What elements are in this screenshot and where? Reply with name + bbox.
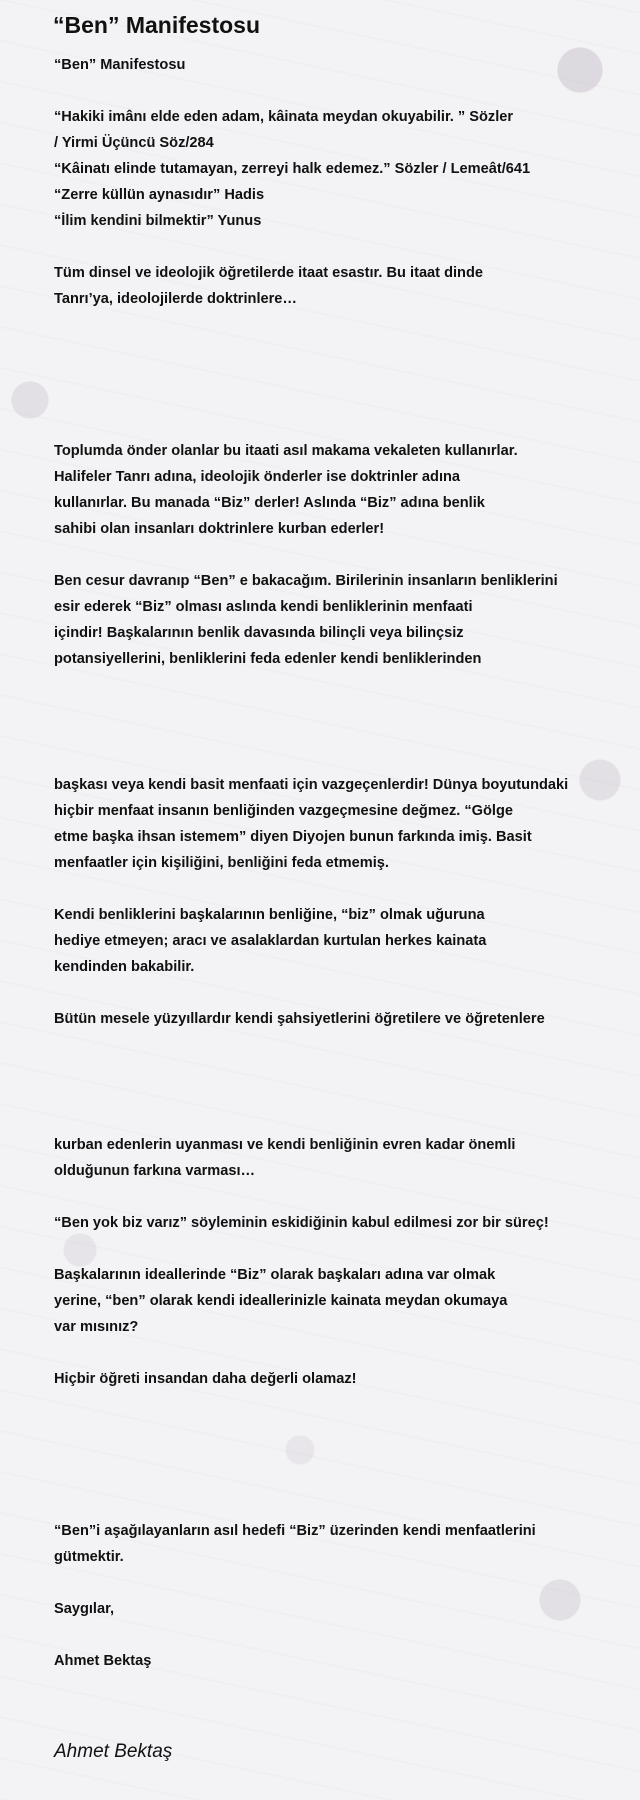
body-line: Ben cesur davranıp “Ben” e bakacağım. Birilerinin insanların benliklerini: [54, 573, 558, 589]
body-line: gütmektir.: [54, 1549, 124, 1565]
body-line: Saygılar,: [54, 1601, 115, 1617]
body-line: hediye etmeyen; aracı ve asalaklardan kurtulan herkes kainata: [54, 933, 487, 949]
body-line: Tanrı’ya, ideolojilerde doktrinlere…: [54, 291, 298, 307]
body-line: “Ben yok biz varız” söyleminin eskidiğinin kabul edilmesi zor bir süreç!: [54, 1215, 549, 1231]
body-line: Hiçbir öğreti insandan daha değerli olamaz!: [54, 1371, 357, 1387]
body-line: olduğunun farkına varması…: [54, 1163, 256, 1179]
body-line: var mısınız?: [54, 1319, 139, 1335]
body-line: esir ederek “Biz” olması aslında kendi benliklerinin menfaati: [54, 599, 473, 615]
body-line: etme başka ihsan istemem” diyen Diyojen bunun farkında imiş. Basit: [54, 829, 532, 845]
body-line: Kendi benliklerini başkalarının benliğine, “biz” olmak uğuruna: [54, 907, 485, 923]
body-line: potansiyellerini, benliklerini feda edenler kendi benliklerinden: [54, 651, 482, 667]
body-line: Başkalarının ideallerinde “Biz” olarak başkaları adına var olmak: [54, 1267, 496, 1283]
page-title: “Ben” Manifestosu: [53, 12, 261, 38]
body-line: “Ben” Manifestosu: [54, 57, 186, 73]
body-line: sahibi olan insanları doktrinlere kurban ederler!: [54, 521, 385, 537]
body-line: “İlim kendini bilmektir” Yunus: [54, 213, 262, 229]
body-line: Halifeler Tanrı adına, ideolojik önderler ise doktrinler adına: [54, 469, 461, 485]
body-line: yerine, “ben” olarak kendi ideallerinizle kainata meydan okumaya: [54, 1293, 508, 1309]
body-line: Tüm dinsel ve ideolojik öğretilerde itaat esastır. Bu itaat dinde: [54, 265, 484, 281]
body-line: Bütün mesele yüzyıllardır kendi şahsiyetlerini öğretilere ve öğretenlere: [54, 1011, 545, 1027]
body-line: kendinden bakabilir.: [54, 959, 195, 975]
body-line: kullanırlar. Bu manada “Biz” derler! Aslında “Biz” adına benlik: [54, 495, 485, 511]
body-line: “Kâinatı elinde tutamayan, zerreyi halk edemez.” Sözler / Lemeât/641: [54, 161, 531, 177]
body-line: “Ben”i aşağılayanların asıl hedefi “Biz” üzerinden kendi menfaatlerini: [54, 1523, 536, 1539]
body-line: / Yirmi Üçüncü Söz/284: [54, 135, 214, 151]
body-line: içindir! Başkalarının benlik davasında bilinçli veya bilinçsiz: [54, 625, 464, 641]
body-line: Toplumda önder olanlar bu itaati asıl makama vekaleten kullanırlar.: [54, 443, 518, 459]
body-line: başkası veya kendi basit menfaati için vazgeçenlerdir! Dünya boyutundaki: [54, 777, 569, 793]
signature: Ahmet Bektaş: [54, 1741, 173, 1762]
body-line: kurban edenlerin uyanması ve kendi benliğinin evren kadar önemli: [54, 1137, 516, 1153]
body-line: hiçbir menfaat insanın benliğinden vazgeçmesine değmez. “Gölge: [54, 803, 513, 819]
author-line: Ahmet Bektaş: [54, 1653, 152, 1669]
body-line: “Zerre küllün aynasıdır” Hadis: [54, 187, 265, 203]
body-line: “Hakiki imânı elde eden adam, kâinata meydan okuyabilir. ” Sözler: [54, 109, 514, 125]
body-line: menfaatler için kişiliğini, benliğini feda etmemiş.: [54, 855, 389, 871]
